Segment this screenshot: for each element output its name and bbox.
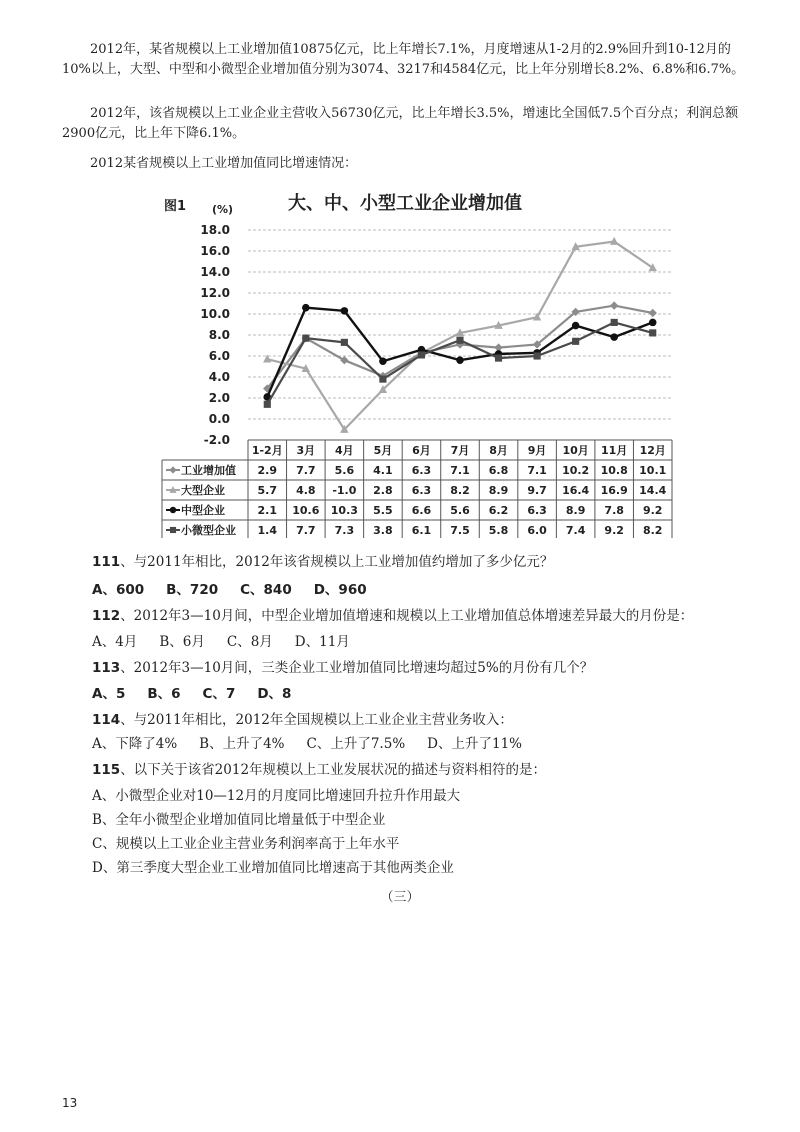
data-point [610, 333, 618, 341]
table-value: 7.8 [604, 504, 624, 517]
y-tick-label: 4.0 [208, 370, 230, 384]
table-value: 6.6 [411, 504, 432, 517]
table-value: 6.3 [527, 504, 547, 517]
question-text: 、2012年3—10月间，三类企业工业增加值同比增速均超过5%的月份有几个？ [120, 660, 594, 676]
table-value: 6.2 [488, 504, 509, 517]
table-value: 8.2 [450, 484, 470, 497]
option-a[interactable]: A、5 [92, 686, 126, 702]
y-tick-label: 10.0 [200, 307, 230, 321]
options-111 [92, 580, 389, 600]
y-tick-label: 0.0 [208, 412, 230, 426]
question-number: 113 [92, 660, 121, 676]
table-value: 7.7 [296, 524, 316, 537]
option-d[interactable]: D、960 [313, 582, 367, 598]
question-111 [92, 552, 553, 572]
y-tick-label: 16.0 [200, 244, 230, 258]
table-value: 9.7 [527, 484, 547, 497]
x-category-label: 1-2月 [251, 444, 283, 457]
option-b[interactable]: B、上升了4% [199, 736, 285, 752]
table-value: 6.3 [411, 484, 432, 497]
option-a[interactable]: A、4月 [92, 634, 138, 650]
x-category-label: 6月 [412, 444, 431, 457]
data-point [610, 301, 618, 309]
options-114 [92, 734, 544, 754]
x-category-label: 4月 [335, 444, 354, 457]
table-value: 8.2 [642, 524, 663, 537]
page-number: 13 [62, 1096, 78, 1110]
table-value: 8.9 [488, 484, 509, 497]
table-value: 5.8 [488, 524, 509, 537]
table-value: 4.1 [373, 464, 393, 477]
table-value: 9.2 [604, 524, 624, 537]
x-category-label: 9月 [527, 444, 547, 457]
option-b[interactable]: B、6月 [159, 634, 205, 650]
data-point [379, 376, 386, 383]
series-line [267, 308, 652, 397]
table-value: 2.8 [373, 484, 393, 497]
table-value: 1.4 [257, 524, 278, 537]
table-value: -1.0 [332, 484, 357, 497]
question-text: 、2012年3—10月间，中型企业增加值增速和规模以上工业增加值总体增速差异最大的月份是： [120, 608, 694, 624]
table-value: 7.1 [450, 464, 470, 477]
table-value: 4.8 [296, 484, 316, 497]
question-112 [92, 606, 693, 626]
data-point [302, 304, 310, 312]
table-value: 5.6 [334, 464, 355, 477]
y-tick-label: -2.0 [203, 433, 230, 447]
table-value: 2.1 [257, 504, 278, 517]
table-value: 10.1 [639, 464, 667, 477]
table-value: 7.1 [527, 464, 547, 477]
legend-marker [170, 527, 176, 533]
y-tick-label: 12.0 [200, 286, 230, 300]
option-a[interactable]: A、600 [92, 582, 145, 598]
data-point [456, 337, 463, 344]
table-value: 5.5 [373, 504, 393, 517]
option-d[interactable]: D、上升了11% [427, 736, 522, 752]
data-point [534, 352, 541, 359]
table-value: 8.9 [565, 504, 586, 517]
data-point [341, 339, 348, 346]
section-marker: （三） [380, 890, 420, 905]
question-number: 114 [92, 712, 121, 728]
table-value: 10.3 [330, 504, 358, 517]
table-value: 6.1 [411, 524, 432, 537]
question-number: 112 [92, 608, 121, 624]
table-value: 6.0 [527, 524, 547, 537]
options-112 [92, 632, 372, 652]
legend-series-name: 工业增加值 [181, 464, 236, 477]
legend-series-name: 大型企业 [181, 484, 225, 497]
legend-marker [169, 466, 176, 473]
question-text: 、与2011年相比，2012年全国规模以上工业企业主营业务收入： [120, 712, 513, 728]
question-text: 、以下关于该省2012年规模以上工业发展状况的描述与资料相符的是： [120, 762, 547, 778]
x-category-label: 5月 [373, 444, 393, 457]
question-number: 111 [92, 554, 121, 570]
table-value: 3.8 [373, 524, 393, 537]
intro-paragraph-2: 2012年，该省规模以上工业企业主营收入56730亿元，比上年增长3.5%，增速比全国低7.5个百分点；利润总额2900亿元，比上年下降6.1%。 [62, 106, 739, 141]
options-113 [92, 684, 313, 704]
table-value: 6.3 [411, 464, 432, 477]
question-text: 、与2011年相比，2012年该省规模以上工业增加值约增加了多少亿元？ [120, 554, 554, 570]
line-chart [150, 186, 674, 538]
legend-series-name: 小微型企业 [181, 524, 236, 537]
option-b[interactable]: B、6 [147, 686, 181, 702]
unit-label: (%) [212, 203, 234, 216]
data-point [302, 335, 309, 342]
table-value: 10.6 [292, 504, 320, 517]
option-c[interactable]: C、840 [240, 582, 292, 598]
table-value: 16.4 [562, 484, 590, 497]
option-a[interactable]: A、下降了4% [92, 736, 178, 752]
table-value: 9.2 [642, 504, 663, 517]
question-113 [92, 658, 593, 678]
data-point [611, 319, 618, 326]
y-tick-label: 6.0 [208, 349, 230, 363]
option-a[interactable]: A、小微型企业对10—12月的月度同比增速回升拉升作用最大 [92, 788, 461, 804]
data-point [572, 338, 579, 345]
option-d[interactable]: D、第三季度大型企业工业增加值同比增速高于其他两类企业 [92, 860, 454, 876]
table-value: 7.7 [296, 464, 316, 477]
y-tick-label: 18.0 [200, 223, 230, 237]
intro-paragraph-1: 2012年，某省规模以上工业增加值10875亿元，比上年增长7.1%，月度增速从1-2月的2.9%回升到10-12月的10%以上，大型、中型和小微型企业增加值分别为3074、3217和4584亿元，比上年分别增长8.2%、6.8%和6.7%。 [62, 42, 745, 77]
x-category-label: 8月 [489, 444, 508, 457]
table-value: 10.8 [600, 464, 628, 477]
option-d[interactable]: D、11月 [294, 634, 350, 650]
table-value: 5.7 [257, 484, 278, 497]
data-point [649, 319, 657, 327]
table-value: 6.8 [488, 464, 509, 477]
table-value: 7.5 [450, 524, 470, 537]
chart-caption: 2012某省规模以上工业增加值同比增速情况： [90, 156, 358, 171]
table-value: 7.3 [334, 524, 355, 537]
x-category-label: 11月 [601, 444, 628, 457]
data-point [341, 307, 349, 315]
question-115 [92, 760, 546, 780]
option-b[interactable]: B、720 [166, 582, 219, 598]
table-value: 2.9 [257, 464, 278, 477]
data-point [264, 401, 271, 408]
data-point [649, 263, 657, 271]
option-c[interactable]: C、上升了7.5% [306, 736, 406, 752]
option-b[interactable]: B、全年小微型企业增加值同比增量低于中型企业 [92, 812, 386, 828]
table-value: 7.4 [565, 524, 586, 537]
option-c[interactable]: C、8月 [226, 634, 273, 650]
table-value: 5.6 [450, 504, 470, 517]
y-tick-label: 14.0 [200, 265, 230, 279]
x-category-label: 7月 [450, 444, 470, 457]
option-c[interactable]: C、规模以上工业企业主营业务利润率高于上年水平 [92, 836, 400, 852]
figure-label: 图1 [164, 199, 187, 214]
table-value: 16.9 [600, 484, 628, 497]
data-point [379, 357, 387, 365]
y-tick-label: 2.0 [208, 391, 230, 405]
option-c[interactable]: C、7 [202, 686, 236, 702]
x-category-label: 3月 [296, 444, 316, 457]
data-point [572, 322, 580, 330]
x-category-label: 10月 [562, 444, 589, 457]
chart-title: 大、中、小型工业企业增加值 [288, 193, 522, 214]
data-point [649, 329, 656, 336]
data-point [456, 356, 464, 364]
y-tick-label: 8.0 [208, 328, 230, 342]
data-point [495, 355, 502, 362]
legend-marker [170, 507, 176, 513]
question-number: 115 [92, 762, 121, 778]
x-category-label: 12月 [639, 444, 666, 457]
data-point [418, 351, 425, 358]
table-value: 10.2 [562, 464, 590, 477]
table-value: 14.4 [639, 484, 667, 497]
legend-series-name: 中型企业 [181, 504, 225, 517]
data-point [649, 309, 657, 317]
option-d[interactable]: D、8 [257, 686, 292, 702]
question-114 [92, 710, 513, 730]
